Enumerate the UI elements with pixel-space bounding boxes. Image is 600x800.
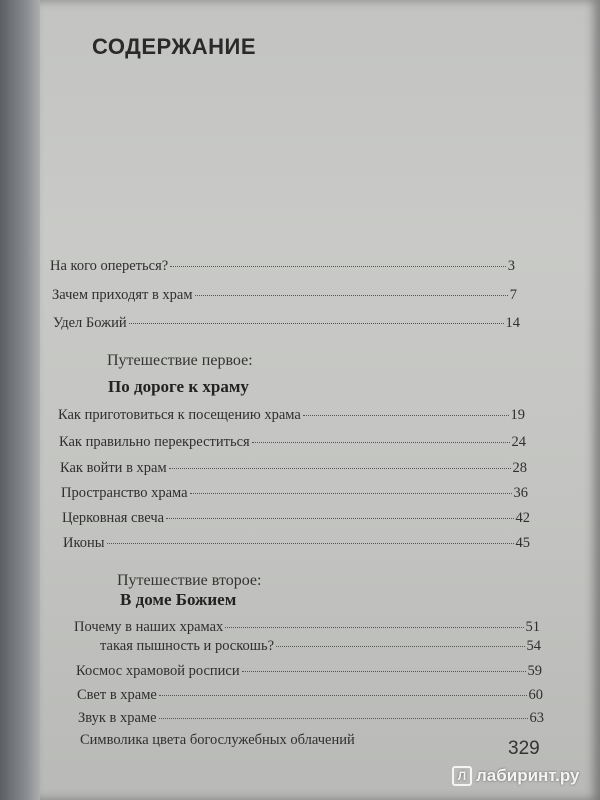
page-number: 329 [508,738,540,759]
section-intro: Путешествие второе: [117,572,262,589]
toc-dot-leader [225,627,523,628]
toc-entry-title: Удел Божий [53,315,127,331]
toc-entry-title: Зачем приходят в храм [52,287,193,303]
toc-entry-title: Церковная свеча [62,510,165,526]
toc-entry-page: 24 [511,434,526,450]
watermark [452,766,579,786]
page-heading: СОДЕРЖАНИЕ [92,34,257,59]
toc-dot-leader [159,695,527,696]
toc-entry-page: 60 [528,687,543,703]
toc-entry-title: Как приготовиться к посещению храма [58,407,301,423]
toc-entry-page: 19 [510,407,525,423]
toc-entry-page: 54 [526,638,541,654]
toc-entry [74,619,540,636]
toc-entry-page: 51 [525,619,540,635]
toc-entry [50,258,515,275]
toc-entry [62,510,530,527]
toc-entry-title: Как войти в храм [60,460,167,476]
toc-entry [76,663,542,680]
section-intro: Путешествие первое: [107,352,253,369]
toc-entry-title: Символика цвета богослужебных облачений [80,732,355,748]
toc-entry-page: 28 [512,460,527,476]
book-spine-edge [0,0,44,800]
toc-entry-page: 42 [515,510,530,526]
toc-entry [61,485,528,502]
labirint-logo-icon: Л [452,766,472,786]
book-page [40,0,600,800]
toc-entry-page: 3 [507,258,515,274]
toc-entry-title: Иконы [63,535,105,551]
toc-entry [77,687,543,704]
toc-entry-continuation [100,638,541,655]
toc-entry-page: 14 [505,315,520,331]
toc-entry [53,315,520,332]
toc-entry-page: 59 [527,663,542,679]
toc-entry [60,460,527,477]
toc-entry-title: Пространство храма [61,485,188,501]
toc-dot-leader [190,493,512,494]
toc-dot-leader [169,468,511,469]
toc-dot-leader [303,415,509,416]
toc-entry-page: 36 [513,485,528,501]
toc-dot-leader [195,295,508,296]
section-title: По дороге к храму [108,377,249,396]
toc-dot-leader [242,671,526,672]
toc-entry-page: 63 [529,710,544,726]
toc-entry-title: Звук в храме [78,710,157,726]
toc-entry-title: Космос храмовой росписи [76,663,240,679]
toc-dot-leader [252,442,510,443]
toc-entry [78,710,544,727]
toc-dot-leader [166,518,513,519]
section-title: В доме Божием [120,590,237,609]
toc-dot-leader [276,646,524,647]
toc-entry-page: 45 [515,535,530,551]
toc-entry-title: такая пышность и роскошь? [100,638,275,654]
toc-entry-title: Как правильно перекреститься [59,434,250,450]
toc-entry-title: Почему в наших храмах [74,619,224,635]
toc-entry-page: 7 [509,287,517,303]
toc-dot-leader [107,543,514,544]
watermark-text: лабиринт.ру [476,766,580,785]
toc-entry [63,535,530,552]
toc-dot-leader [159,718,528,719]
toc-entry [58,407,525,424]
toc-dot-leader [129,323,504,324]
toc-entry [59,434,526,451]
toc-dot-leader [170,266,506,267]
toc-entry-title: Свет в храме [77,687,157,703]
toc-entry [52,287,517,304]
toc-entry-title: На кого опереться? [50,258,169,274]
